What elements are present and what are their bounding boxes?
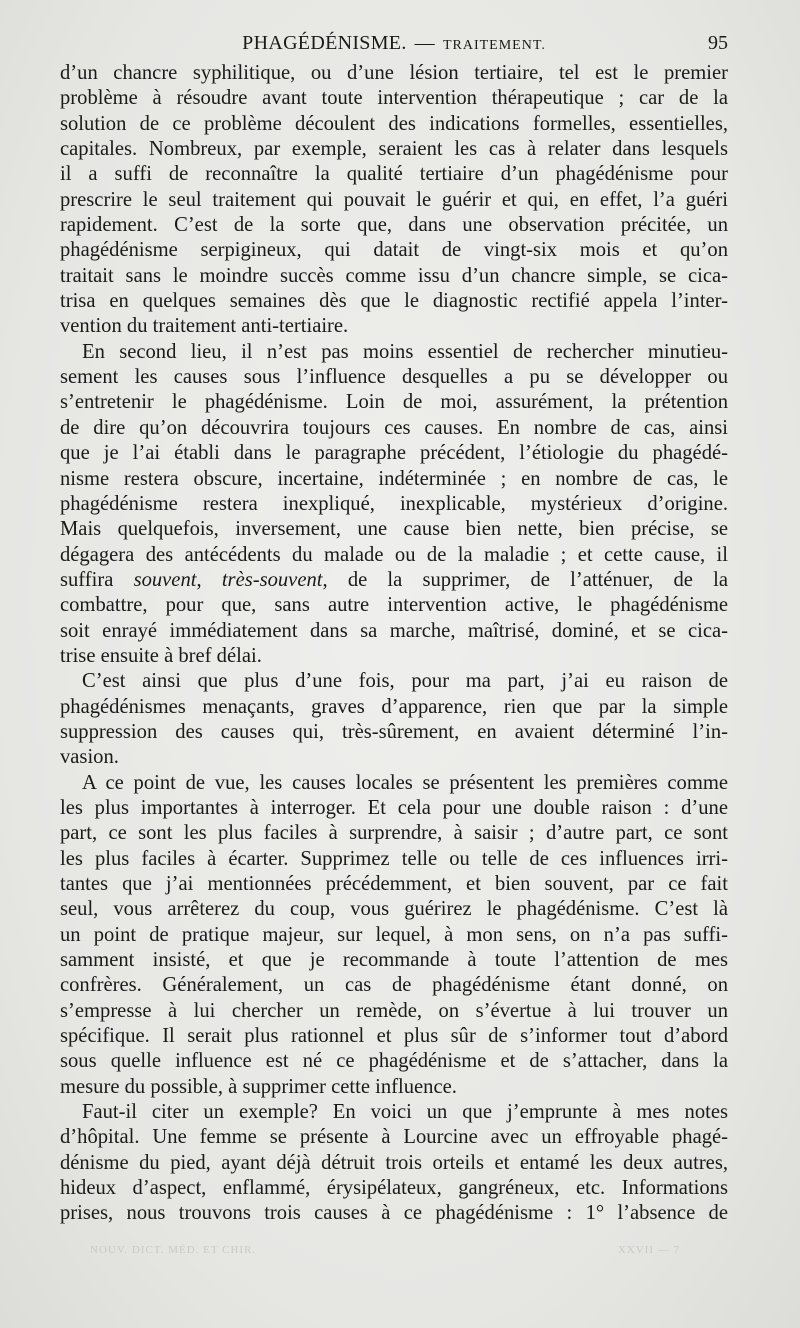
text-line: traitait sans le moindre succès comme issu d’un chancre simple, se cica- bbox=[60, 264, 728, 287]
text-line: solution de ce problème découlent des indications formelles, essentielles, bbox=[60, 112, 728, 135]
text-line: seul, vous arrêterez du coup, vous guérirez le phagédénisme. C’est là bbox=[60, 898, 728, 921]
bleed-through-footer bbox=[90, 1244, 710, 1258]
text-line: vention du traitement anti-tertiaire. bbox=[60, 315, 349, 338]
running-title bbox=[60, 30, 728, 59]
text-line: d’un chancre syphilitique, ou d’une lésion tertiaire, tel est le premier bbox=[60, 62, 728, 84]
text-line: phagédénismes menaçants, graves d’apparence, rien que par la simple bbox=[60, 695, 728, 718]
text-line: nisme restera obscure, incertaine, indéterminée ; en nombre de cas, le bbox=[60, 467, 728, 490]
text-line: hideux d’aspect, enflammé, érysipélateux, gangréneux, etc. Informations bbox=[60, 1177, 728, 1200]
text-line: s’entretenir le phagédénisme. Loin de moi, assurément, la prétention bbox=[60, 391, 728, 414]
text-line-with-emphasis: suffira souvent, très-souvent, de la supprimer, de l’atténuer, de la bbox=[60, 568, 728, 591]
text-line: trisa en quelques semaines dès que le diagnostic rectifié appela l’inter- bbox=[60, 290, 728, 313]
text-line: les plus importantes à interroger. Et cela pour une double raison : d’une bbox=[60, 796, 728, 819]
chapter-title: PHAGÉDÉNISME. bbox=[242, 32, 407, 54]
text-line: Mais quelquefois, inversement, une cause bien nette, bien précise, se bbox=[60, 518, 728, 541]
running-header bbox=[60, 30, 728, 56]
line-end: , de la supprimer, de l’atténuer, de la bbox=[322, 568, 728, 591]
text-line: soit enrayé immédiatement dans sa marche, maîtrisé, dominé, et se cica- bbox=[60, 619, 728, 642]
text-line: A ce point de vue, les causes locales se présentent les premières comme bbox=[82, 771, 728, 794]
text-line: part, ce sont les plus faciles à surprendre, à saisir ; d’autre part, ce sont bbox=[60, 822, 728, 845]
text-line: mesure du possible, à supprimer cette influence. bbox=[60, 1075, 457, 1098]
text-line: il a suffi de reconnaître la qualité tertiaire d’un phagédénisme pour bbox=[60, 163, 728, 186]
text-line: s’empresse à lui chercher un remède, on s’évertue à lui trouver un bbox=[60, 999, 728, 1022]
text-line: En second lieu, il n’est pas moins essentiel de rechercher minutieu- bbox=[82, 340, 728, 363]
text-line: dénisme du pied, ayant déjà détruit trois orteils et entamé les deux autres, bbox=[60, 1151, 728, 1174]
paragraph-3 bbox=[60, 669, 728, 770]
section-subtitle: TRAITEMENT. bbox=[442, 38, 546, 53]
paragraph-5 bbox=[60, 1100, 728, 1227]
text-line: confrères. Généralement, un cas de phagédénisme étant donné, on bbox=[60, 974, 728, 997]
text-line: d’hôpital. Une femme se présente à Lourcine avec un effroyable phagé- bbox=[60, 1126, 728, 1149]
text-line: rapidement. C’est de la sorte que, dans une observation précitée, un bbox=[60, 214, 728, 237]
text-line: sous quelle influence est né ce phagédénisme et de s’attacher, dans la bbox=[60, 1050, 728, 1073]
text-line: phagédénisme serpigineux, qui datait de vingt-six mois et qu’on bbox=[60, 239, 728, 262]
title-separator: — bbox=[414, 32, 435, 54]
text-line: prescrire le seul traitement qui pouvait le guérir et qui, en effet, l’a guéri bbox=[60, 188, 728, 211]
text-line: sement les causes sous l’influence desquelles a pu se développer ou bbox=[60, 366, 728, 389]
text-line: spécifique. Il serait plus rationnel et plus sûr de s’informer tout d’abord bbox=[60, 1025, 728, 1048]
paragraph-2 bbox=[60, 340, 728, 669]
paragraph-4 bbox=[60, 771, 728, 1100]
text-line: phagédénisme restera inexpliqué, inexplicable, mystérieux d’origine. bbox=[60, 492, 728, 515]
text-line: trise ensuite à bref délai. bbox=[60, 644, 262, 667]
text-line: C’est ainsi que plus d’une fois, pour ma part, j’ai eu raison de bbox=[82, 670, 728, 693]
text-line: suppression des causes qui, très-sûrement, en avaient déterminé l’in- bbox=[60, 720, 728, 743]
footer-ghost-right: XXVII — 7 bbox=[617, 1244, 680, 1256]
text-line: tantes que j’ai mentionnées précédemment, et bien souvent, par ce fait bbox=[60, 873, 728, 895]
text-line: de dire qu’on découvrira toujours ces causes. En nombre de cas, ainsi bbox=[60, 416, 728, 439]
text-line: Faut-il citer un exemple? En voici un que j’emprunte à mes notes bbox=[82, 1101, 728, 1124]
line-start: suffira bbox=[60, 568, 134, 591]
text-line: samment insisté, et que je recommande à toute l’attention de mes bbox=[60, 949, 728, 972]
text-line: que je l’ai établi dans le paragraphe précédent, l’étiologie du phagédé- bbox=[60, 442, 728, 465]
text-line: dégagera des antécédents du malade ou de la maladie ; et cette cause, il bbox=[60, 543, 728, 566]
text-line: capitales. Nombreux, par exemple, seraient les cas à relater dans lesquels bbox=[60, 138, 728, 161]
text-line: combattre, pour que, sans autre intervention active, le phagédénisme bbox=[60, 594, 728, 617]
footer-ghost-left: NOUV. DICT. MÉD. ET CHIR. bbox=[90, 1244, 257, 1256]
paragraph-1 bbox=[60, 61, 728, 340]
page-number: 95 bbox=[708, 32, 728, 54]
emphasis-souvent: souvent bbox=[133, 568, 197, 591]
text-line: un point de pratique majeur, sur lequel, à mon sens, on n’a pas suffi- bbox=[60, 923, 728, 946]
body-text bbox=[60, 61, 728, 1227]
text-line: prises, nous trouvons trois causes à ce phagédénisme : 1° l’absence de bbox=[60, 1202, 728, 1225]
text-line: les plus faciles à écarter. Supprimez telle ou telle de ces influences irri- bbox=[60, 847, 728, 870]
text-line: vasion. bbox=[60, 746, 119, 769]
emphasis-tres-souvent: très-souvent bbox=[221, 568, 323, 591]
text-line: problème à résoudre avant toute intervention thérapeutique ; car de la bbox=[60, 87, 728, 110]
